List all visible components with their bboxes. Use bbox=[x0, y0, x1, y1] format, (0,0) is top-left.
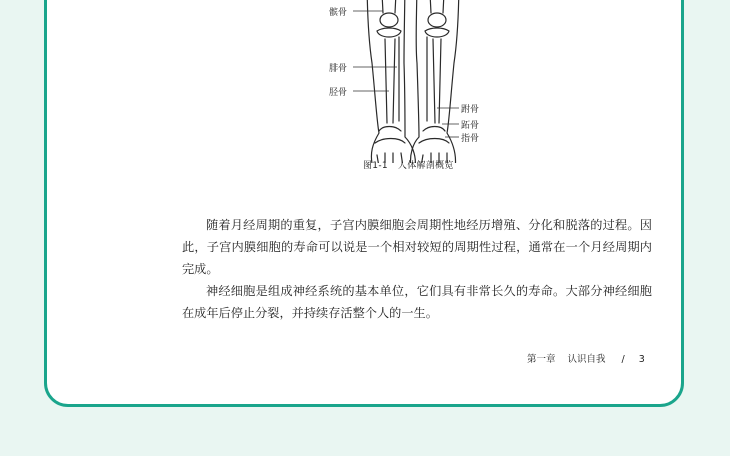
body-text bbox=[182, 214, 652, 324]
book-page bbox=[44, 0, 684, 407]
metatarsals-label: 跖骨 bbox=[461, 121, 480, 131]
page-number: 3 bbox=[638, 354, 645, 365]
tibia-label: 胫骨 bbox=[329, 88, 348, 98]
page-footer bbox=[527, 351, 645, 365]
figure-number: 图1-1 bbox=[363, 161, 388, 171]
chapter-title: 认识自我 bbox=[567, 354, 606, 365]
phalanges-label: 指骨 bbox=[461, 134, 480, 144]
patella-label: 髌骨 bbox=[329, 8, 348, 18]
fibula-label: 腓骨 bbox=[329, 64, 348, 74]
paragraph: 神经细胞是组成神经系统的基本单位，它们具有非常长久的寿命。大部分神经细胞在成年后停止分裂，并持续存活整个人的一生。 bbox=[182, 284, 652, 320]
leg-skeleton-figure bbox=[287, 0, 547, 163]
figure-caption-text: 人体解剖概览 bbox=[397, 161, 454, 171]
footer-separator: / bbox=[621, 354, 625, 365]
tarsals-label: 跗骨 bbox=[461, 105, 480, 115]
paragraph: 随着月经周期的重复，子宫内膜细胞会周期性地经历增殖、分化和脱落的过程。因此，子宫内膜细胞的寿命可以说是一个相对较短的周期性过程，通常在一个月经周期内完成。 bbox=[182, 218, 652, 276]
leg-skeleton-illustration bbox=[287, 0, 547, 163]
chapter-label: 第一章 bbox=[527, 354, 556, 365]
figure-caption bbox=[363, 158, 454, 171]
